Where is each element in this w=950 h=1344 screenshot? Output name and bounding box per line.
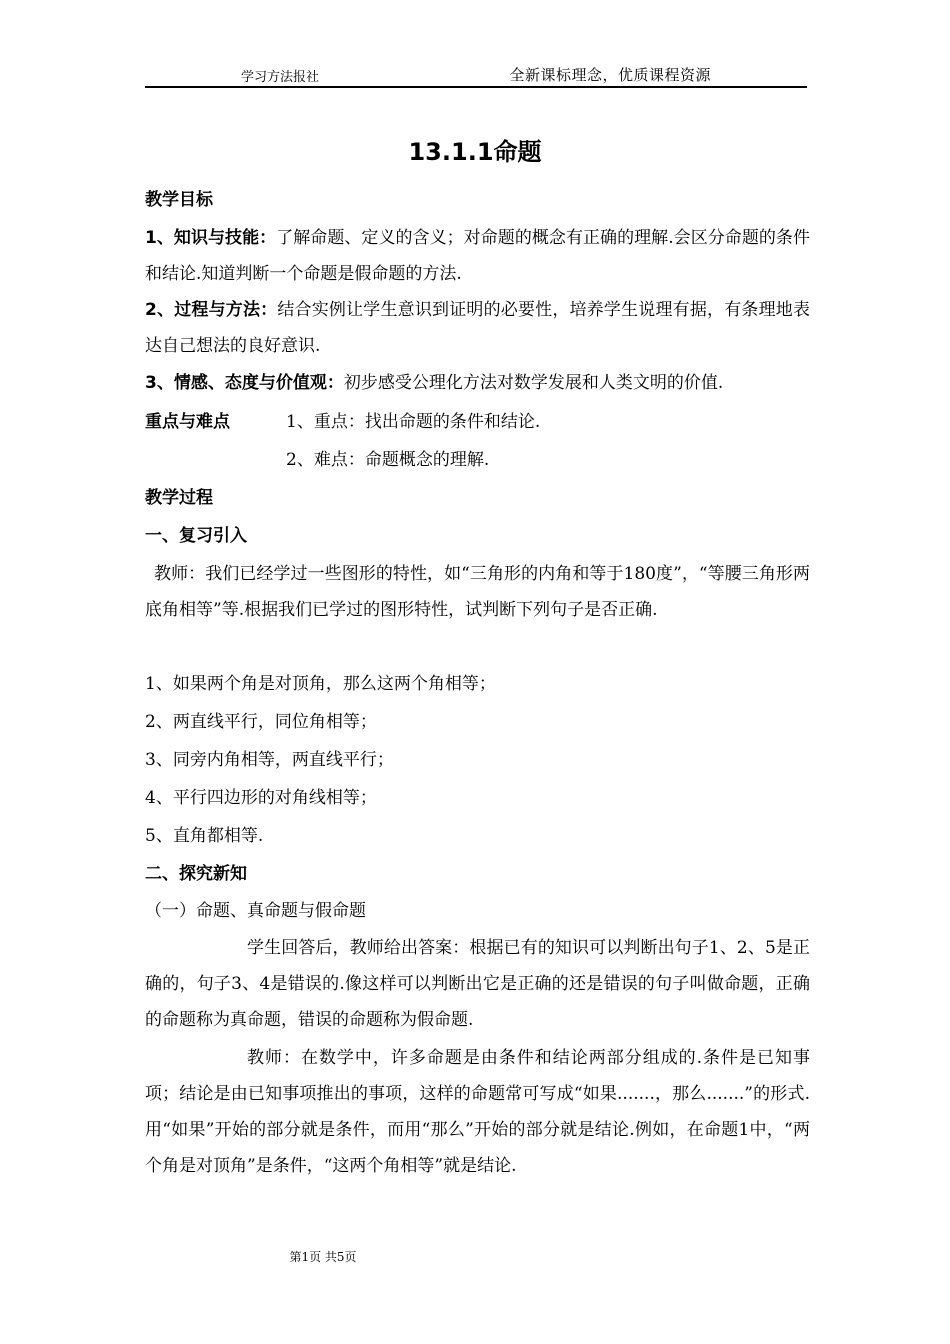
header-publisher: 学习方法报社 bbox=[241, 70, 320, 85]
goal-text: 结合实例让学生意识到证明的必要性，培养学生说理有据，有条理地表达自己想法的良好意识. bbox=[145, 300, 810, 356]
goal-label: 1、知识与技能： bbox=[145, 228, 277, 248]
header-slogan: 全新课标理念，优质课程资源 bbox=[509, 66, 711, 84]
goal-label: 2、过程与方法： bbox=[145, 300, 278, 320]
goal-item-knowledge bbox=[145, 220, 810, 292]
answer-paragraph: 学生回答后，教师给出答案：根据已有的知识可以判断出句子1、2、5是正确的，句子3、4是错误的.像这样可以判断出它是正确的还是错误的句子叫做命题，正确的命题称为真命题，错误的命题称为假命题. bbox=[145, 938, 810, 1030]
list-item: 1、如果两个角是对顶角，那么这两个角相等； bbox=[145, 674, 496, 694]
goal-item-attitude bbox=[145, 365, 810, 401]
review-intro: 教师：我们已经学过一些图形的特性，如“三角形的内角和等于180度”，“等腰三角形两底角相等”等.根据我们已学过的图形特性，试判断下列句子是否正确. bbox=[145, 564, 810, 620]
goal-label: 3、情感、态度与价值观： bbox=[145, 373, 344, 393]
page-header bbox=[145, 64, 807, 88]
list-item: 5、直角都相等. bbox=[145, 826, 264, 846]
page-footer: 第1页 共5页 bbox=[289, 1250, 357, 1264]
goal-text: 了解命题、定义的含义；对命题的概念有正确的理解.会区分命题的条件和结论.知道判断一个命题是假命题的方法. bbox=[145, 228, 810, 284]
list-item: 4、平行四边形的对角线相等； bbox=[145, 788, 377, 808]
goals-heading: 教学目标 bbox=[145, 190, 213, 210]
section-explore-heading: 二、探究新知 bbox=[145, 864, 247, 884]
keypoints-heading: 重点与难点 bbox=[145, 412, 230, 432]
page-title: 13.1.1命题 bbox=[408, 138, 542, 166]
subsection-heading: （一）命题、真命题与假命题 bbox=[145, 901, 366, 921]
list-item: 3、同旁内角相等，两直线平行； bbox=[145, 750, 394, 770]
keypoint-item: 2、难点：命题概念的理解. bbox=[286, 450, 490, 470]
goal-text: 初步感受公理化方法对数学发展和人类文明的价值. bbox=[343, 373, 724, 393]
condition-paragraph: 教师：在数学中，许多命题是由条件和结论两部分组成的.条件是已知事项；结论是由已知事项推出的事项，这样的命题常可写成“如果.......，那么.......”的形式.用“如果”开始的部分就是条件，而用“那么”开始的部分就是结论.例如，在命题1中，“两个角是对顶角”是条件，“这两个角相等”就是结论. bbox=[145, 1048, 810, 1176]
section-review-heading: 一、复习引入 bbox=[145, 526, 247, 546]
goal-item-process bbox=[145, 292, 810, 364]
list-item: 2、两直线平行，同位角相等； bbox=[145, 712, 377, 732]
process-heading: 教学过程 bbox=[145, 488, 213, 508]
keypoint-item: 1、重点：找出命题的条件和结论. bbox=[286, 412, 541, 432]
